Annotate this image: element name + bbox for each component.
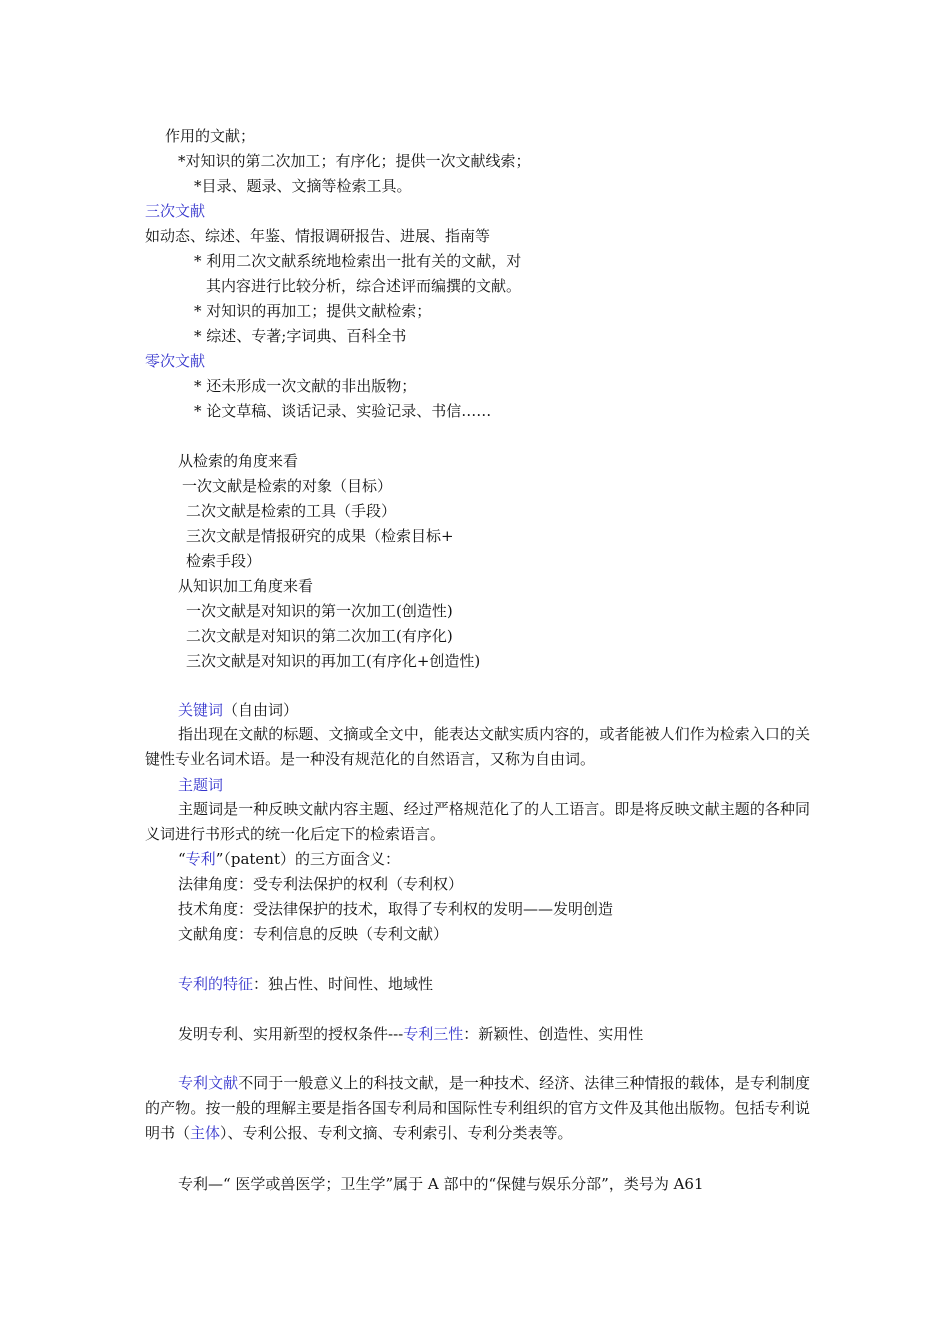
patent-three-rest: ：新颖性、创造性、实用性 [463,1025,644,1043]
knowledge-view-line: 二次文献是对知识的第二次加工(有序化) [186,627,453,645]
tertiary-doc-examples: 如动态、综述、年鉴、情报调研报告、进展、指南等 [145,227,491,245]
knowledge-view-heading: 从知识加工角度来看 [178,577,314,595]
knowledge-view-line: 三次文献是对知识的再加工(有序化+创造性) [186,652,481,670]
patent-features-rest: ：独占性、时间性、地域性 [253,975,434,993]
keyword-definition: 指出现在文献的标题、文摘或全文中，能表达文献实质内容的，或者能被人们作为检索入口的关键性专业名词术语。是一种没有规范化的自然语言，又称为自由词。 [145,725,810,768]
patent-legal-aspect: 法律角度：受专利法保护的权利（专利权） [178,875,464,893]
retrieval-view-line: 检索手段） [186,552,262,570]
patent-features-line [178,974,433,994]
open-quote: “ [178,850,186,868]
subject-heading-term: 主题词 [178,776,224,794]
keyword-suffix: （自由词） [223,701,299,719]
keyword-term: 关键词 [178,701,224,719]
retrieval-view-line: 三次文献是情报研究的成果（检索目标+ [186,527,454,545]
patent-features-term: 专利的特征 [178,975,254,993]
patent-doc-aspect: 文献角度：专利信息的反映（专利文献） [178,925,449,943]
patent-main-term: 主体 [190,1124,221,1142]
zero-doc-heading: 零次文献 [145,352,206,370]
subject-heading-definition: 主题词是一种反映文献内容主题、经过严格规范化了的人工语言。即是将反映文献主题的各种同义词进行书形式的统一化后定下的检索语言。 [145,800,810,843]
secondary-doc-line: 作用的文献； [165,127,256,145]
patent-literature-paragraph [145,1071,810,1146]
patent-literature-body: 不同于一般意义上的科技文献，是一种技术、经济、法律三种情报的载体，是专利制度的产物。按一般的理解主要是指各国专利局和国际性专利组织的官方文件及其他出版物。包括专利说明书（ [145,1074,810,1142]
patent-literature-body-end: ）、专利公报、专利文摘、专利索引、专利分类表等。 [220,1124,573,1142]
zero-doc-bullet: * 论文草稿、谈话记录、实验记录、书信…… [194,402,492,420]
patent-classification-line: 专利—“ 医学或兽医学；卫生学”属于 A 部中的“保健与娱乐分部”，类号为 A61 [178,1175,704,1193]
secondary-doc-bullet: *目录、题录、文摘等检索工具。 [194,177,412,195]
patent-three-pre: 发明专利、实用新型的授权条件--- [178,1025,404,1043]
retrieval-view-heading: 从检索的角度来看 [178,452,299,470]
tertiary-doc-bullet: * 利用二次文献系统地检索出一批有关的文献，对 [194,252,522,270]
patent-literature-term: 专利文献 [178,1074,239,1092]
patent-tech-aspect: 技术角度：受法律保护的技术，取得了专利权的发明——发明创造 [178,900,614,918]
patent-meaning-rest: ”（patent）的三方面含义： [215,850,400,868]
knowledge-view-line: 一次文献是对知识的第一次加工(创造性) [186,602,453,620]
retrieval-view-line: 二次文献是检索的工具（手段） [186,502,397,520]
patent-term: 专利 [185,850,216,868]
secondary-doc-bullet: *对知识的第二次加工；有序化；提供一次文献线索； [178,152,531,170]
patent-three-term: 专利三性 [403,1025,464,1043]
retrieval-view-line: 一次文献是检索的对象（目标） [182,477,393,495]
tertiary-doc-bullet: * 对知识的再加工；提供文献检索； [194,302,432,320]
tertiary-doc-bullet-cont: 其内容进行比较分析，综合述评而编撰的文献。 [206,277,522,295]
patent-three-properties-line [178,1024,643,1044]
zero-doc-bullet: * 还未形成一次文献的非出版物； [194,377,417,395]
keyword-heading [178,700,298,720]
tertiary-doc-heading: 三次文献 [145,202,206,220]
tertiary-doc-bullet: * 综述、专著;字词典、百科全书 [194,327,407,345]
patent-meaning-heading [178,849,400,869]
